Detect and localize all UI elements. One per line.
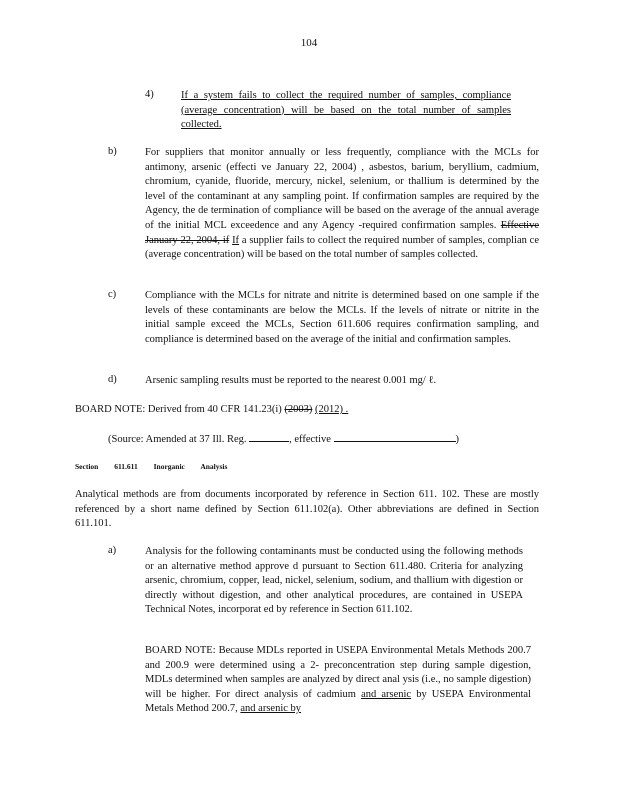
board-note-mdl-inserted-1: and arsenic	[361, 688, 412, 700]
item-a-label: a)	[108, 545, 117, 556]
source-line	[108, 431, 528, 448]
board-note-new-year: (2012) .	[315, 404, 349, 415]
source-effective-blank	[334, 431, 456, 442]
item-b-text-part2: a supplier fails to collect the required number of samples, complian ce (average concentration) will be based on the total number of samples collected.	[145, 234, 539, 261]
item-a-text: Analysis for the following contaminants must be conducted using the following methods or an alternative method approve d pursuant to Section 611.480. Criteria for analyzing arsenic, chromium, copper, lead, nickel, selenium, sodium, and thallium with digestion or directly without digestion, and other analytical procedures, are contained in USEPA Technical Notes, incorporat ed by reference in Section 611.102.	[145, 546, 523, 616]
item-c-label: c)	[108, 289, 117, 300]
source-end: )	[455, 434, 460, 445]
intro-paragraph: Analytical methods are from documents incorporated by reference in Section 611. 102. These are mostly referenced by a short name defined by Section 611.102(a). Other abbreviations are defined in Section 611.101.	[75, 489, 539, 530]
section-heading: Section 611.611 Inorganic Analysis	[75, 462, 228, 471]
item-b-label: b)	[108, 146, 117, 157]
item-4-label: 4)	[145, 89, 154, 100]
source-reg-blank	[249, 431, 289, 442]
source-mid: , effective	[289, 434, 331, 445]
item-b-struck-text: Effective January 22, 2004, if	[145, 219, 540, 246]
board-note-mdl-inserted-2: and arsenic by	[240, 703, 302, 715]
item-b-inserted-text: If	[232, 234, 240, 246]
item-d-text: Arsenic sampling results must be reported to the nearest 0.001 mg/ ℓ.	[145, 375, 437, 386]
board-note-struck-year: (2003)	[284, 404, 313, 415]
item-b-text-part1: For suppliers that monitor annually or less frequently, compliance with the MCLs for antimony, arsenic (effecti ve January 22, 2004) , asbestos, barium, beryllium, cadmium, chromium, cyanide, fluoride, mercury, nickel, selenium, or thallium is determined by the level of the contaminant at any sampling point. If confirmation samples are required by the Agency, the de termination of compliance will be based on the average of the annual average of the initial MCL exceedence and any Agency -required confirmation samples.	[145, 147, 539, 231]
item-b-text	[145, 146, 539, 263]
item-d-label: d)	[108, 374, 117, 385]
board-note-mdl	[145, 644, 531, 717]
board-note-mdl-part1: BOARD NOTE: Because MDLs reported in USEPA Environmental Metals Methods 200.7 and 200.9 were determined using a 2- preconcentration step during sample digestion, MDLs determined when samples are analyzed by direct anal ysis (i.e., no sample digestion) will be higher. For direct analysis of cadmium	[145, 645, 531, 700]
board-note-derived	[75, 403, 539, 418]
board-note-derived-text: BOARD NOTE: Derived from 40 CFR 141.23(i)	[75, 404, 282, 415]
item-c-text: Compliance with the MCLs for nitrate and nitrite is determined based on one sample if the levels of these contaminants are below the MCLs. If the levels of nitrate or nitrite in the initial sample exceed the MCLs, Section 611.606 requires confirmation sampling, and compliance is determined based on the average of the initial and confirmation samples.	[145, 290, 539, 345]
item-4-text: If a system fails to collect the required number of samples, compliance (average concentration) will be based on the total number of samples collected.	[181, 90, 511, 131]
source-prefix: (Source: Amended at 37 Ill. Reg.	[108, 434, 247, 445]
board-note-mdl-part2: by USEPA Environmental Metals Method 200.7,	[145, 688, 532, 715]
page-number: 104	[300, 37, 318, 49]
